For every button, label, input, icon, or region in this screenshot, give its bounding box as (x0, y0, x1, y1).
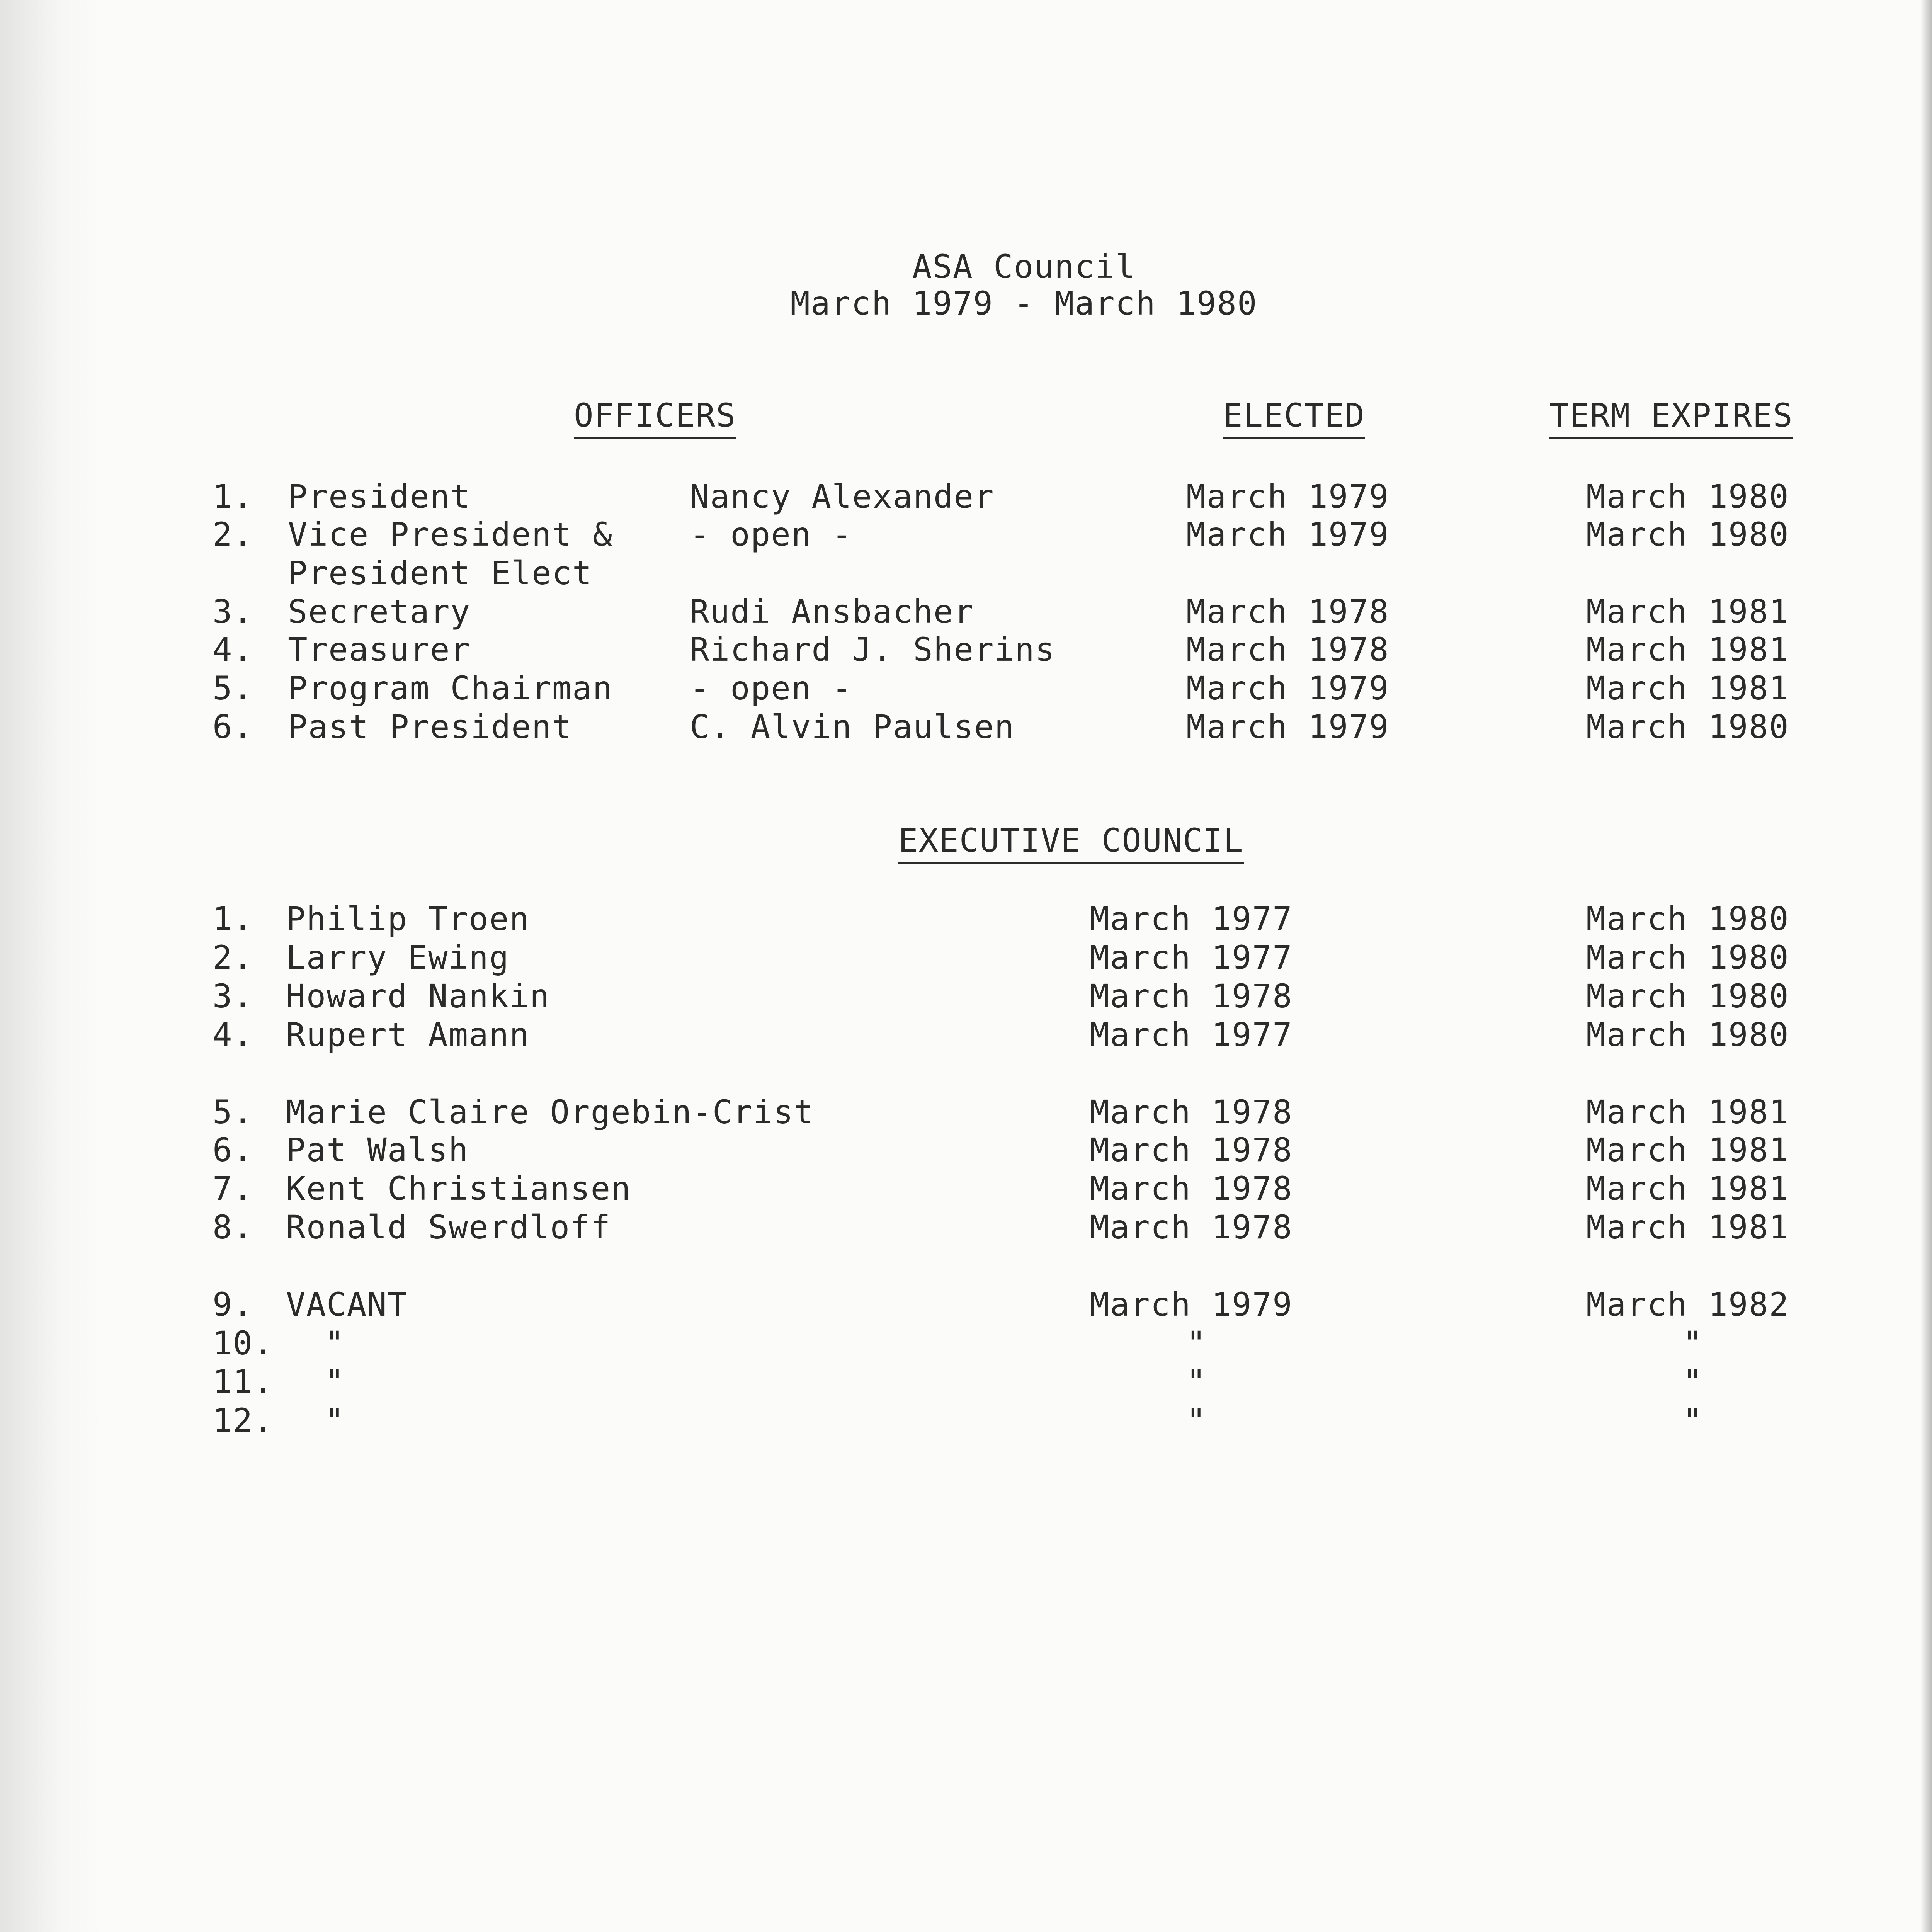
row-number: 9. (213, 1286, 253, 1323)
elected-date: March 1978 (1186, 631, 1389, 668)
member-name: " (325, 1401, 345, 1439)
office-title: Treasurer (288, 631, 471, 668)
officer-name: - open - (690, 515, 852, 553)
row-number: 11. (213, 1363, 274, 1401)
expires-date: March 1980 (1586, 977, 1789, 1015)
row-number: 5. (213, 1093, 253, 1131)
row-number: 2. (213, 939, 253, 976)
expires-date: March 1980 (1586, 900, 1789, 938)
elected-date: " (1186, 1401, 1207, 1439)
member-name: Pat Walsh (286, 1131, 469, 1169)
officer-name: Richard J. Sherins (690, 631, 1056, 668)
scan-shadow-left (0, 0, 100, 1932)
expires-date: " (1683, 1401, 1703, 1439)
expires-date: March 1980 (1586, 939, 1789, 976)
elected-date: March 1979 (1186, 708, 1389, 746)
member-name: Howard Nankin (286, 977, 550, 1015)
row-number: 3. (213, 977, 253, 1015)
scan-shadow-right (1920, 0, 1932, 1932)
member-name: " (325, 1363, 345, 1401)
executive-council-heading: EXECUTIVE COUNCIL (898, 821, 1244, 864)
member-name: VACANT (286, 1286, 408, 1323)
officer-name: C. Alvin Paulsen (690, 708, 1015, 746)
officer-name: Nancy Alexander (690, 478, 995, 515)
row-number: 12. (213, 1401, 274, 1439)
elected-date: March 1979 (1186, 669, 1389, 707)
elected-date: March 1977 (1090, 1016, 1293, 1054)
row-number: 1. (213, 478, 253, 515)
row-number: 7. (213, 1170, 253, 1208)
member-name: " (325, 1324, 345, 1362)
expires-date: " (1683, 1363, 1703, 1401)
elected-date: March 1978 (1090, 977, 1293, 1015)
elected-date: March 1978 (1090, 1170, 1293, 1208)
member-name: Rupert Amann (286, 1016, 530, 1054)
elected-date: " (1186, 1363, 1207, 1401)
row-number: 5. (213, 669, 253, 707)
expires-date: March 1981 (1586, 1170, 1789, 1208)
elected-date: March 1979 (1186, 478, 1389, 515)
elected-date: March 1979 (1186, 515, 1389, 553)
elected-date: March 1977 (1090, 939, 1293, 976)
office-title: Secretary (288, 593, 471, 631)
member-name: Marie Claire Orgebin-Crist (286, 1093, 814, 1131)
office-title: Vice President & (288, 515, 613, 553)
row-number: 6. (213, 708, 253, 746)
expires-date: March 1980 (1586, 515, 1789, 553)
expires-date: " (1683, 1324, 1703, 1362)
row-number: 3. (213, 593, 253, 631)
row-number: 1. (213, 900, 253, 938)
expires-date: March 1980 (1586, 708, 1789, 746)
member-name: Ronald Swerdloff (286, 1208, 611, 1246)
row-number: 8. (213, 1208, 253, 1246)
elected-date: " (1186, 1324, 1207, 1362)
member-name: Kent Christiansen (286, 1170, 631, 1208)
expires-date: March 1981 (1586, 669, 1789, 707)
term-expires-heading: TERM EXPIRES (1549, 396, 1793, 439)
expires-date: March 1981 (1586, 631, 1789, 668)
office-title: President (288, 478, 471, 515)
row-number: 2. (213, 515, 253, 553)
expires-date: March 1982 (1586, 1286, 1789, 1323)
document-subtitle: March 1979 - March 1980 (790, 284, 1258, 322)
elected-date: March 1978 (1090, 1131, 1293, 1169)
officer-name: - open - (690, 669, 852, 707)
elected-date: March 1978 (1090, 1208, 1293, 1246)
elected-date: March 1979 (1090, 1286, 1293, 1323)
member-name: Larry Ewing (286, 939, 510, 976)
row-number: 4. (213, 1016, 253, 1054)
officers-heading: OFFICERS (574, 396, 736, 439)
office-title-continued: President Elect (288, 554, 593, 592)
expires-date: March 1980 (1586, 478, 1789, 515)
row-number: 10. (213, 1324, 274, 1362)
row-number: 6. (213, 1131, 253, 1169)
expires-date: March 1980 (1586, 1016, 1789, 1054)
expires-date: March 1981 (1586, 1093, 1789, 1131)
office-title: Past President (288, 708, 573, 746)
row-number: 4. (213, 631, 253, 668)
expires-date: March 1981 (1586, 593, 1789, 631)
elected-heading: ELECTED (1223, 396, 1365, 439)
elected-date: March 1977 (1090, 900, 1293, 938)
expires-date: March 1981 (1586, 1208, 1789, 1246)
member-name: Philip Troen (286, 900, 530, 938)
office-title: Program Chairman (288, 669, 613, 707)
expires-date: March 1981 (1586, 1131, 1789, 1169)
elected-date: March 1978 (1186, 593, 1389, 631)
document-title: ASA Council (912, 248, 1136, 286)
elected-date: March 1978 (1090, 1093, 1293, 1131)
officer-name: Rudi Ansbacher (690, 593, 975, 631)
